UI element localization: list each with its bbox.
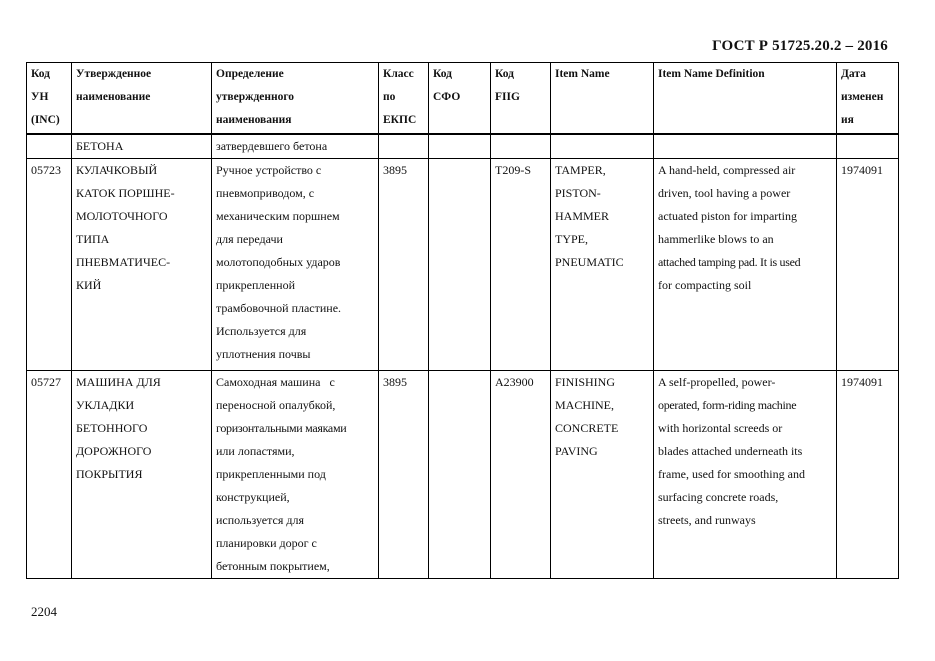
document-code: ГОСТ Р 51725.20.2 – 2016: [712, 38, 888, 54]
classification-table: [26, 62, 899, 579]
header-item-name-definition: Item Name Definition: [654, 63, 837, 134]
cell-fiig: [491, 134, 551, 159]
cell-inc: 05723: [27, 158, 72, 370]
header-fiig-code: Код FIIG: [491, 63, 551, 134]
header-item-name: Item Name: [551, 63, 654, 134]
cell-ekps: [379, 134, 429, 159]
cell-fiig: T209-S: [491, 158, 551, 370]
cell-date: [837, 134, 899, 159]
cell-item-name-definition: A self-propelled, power- operated, form-riding machine with horizontal screeds or blades attached underneath its frame, used for smoothing and surfacing concrete roads, streets, and runways: [654, 370, 837, 578]
cell-definition: Ручное устройство с пневмоприводом, с механическим поршнем для передачи молотоподобных ударов прикрепленной трамбовочной пластине. Используется для уплотнения почвы: [212, 158, 379, 370]
header-approved-name: Утвержденное наименование: [72, 63, 212, 134]
table-header-row: [27, 63, 899, 134]
cell-sfo: [429, 370, 491, 578]
cell-sfo: [429, 158, 491, 370]
table-row: [27, 370, 899, 578]
cell-fiig: A23900: [491, 370, 551, 578]
cell-ekps: 3895: [379, 158, 429, 370]
header-ekps-class: Класс по ЕКПС: [379, 63, 429, 134]
cell-inc: 05727: [27, 370, 72, 578]
cell-item-name-definition: A hand-held, compressed air driven, tool having a power actuated piston for imparting hammerlike blows to an attached tamping pad. It is used for compacting soil: [654, 158, 837, 370]
cell-inc: [27, 134, 72, 159]
cell-definition: затвердевшего бетона: [212, 134, 379, 159]
cell-date: 1974091: [837, 158, 899, 370]
cell-approved-name: МАШИНА ДЛЯ УКЛАДКИ БЕТОННОГО ДОРОЖНОГО ПОКРЫТИЯ: [72, 370, 212, 578]
cell-ekps: 3895: [379, 370, 429, 578]
cell-approved-name: БЕТОНА: [72, 134, 212, 159]
cell-definition: Самоходная машина с переносной опалубкой, горизонтальными маяками или лопастями, прикрепленными под конструкцией, используется для планировки дорог с бетонным покрытием,: [212, 370, 379, 578]
header-inc: Код УН (INC): [27, 63, 72, 134]
header-definition: Определение утвержденного наименования: [212, 63, 379, 134]
cell-approved-name: КУЛАЧКОВЫЙ КАТОК ПОРШНЕ- МОЛОТОЧНОГО ТИПА ПНЕВМАТИЧЕС- КИЙ: [72, 158, 212, 370]
cell-item-name: [551, 134, 654, 159]
page-number: 2204: [31, 604, 57, 619]
cell-item-name: TAMPER, PISTON- HAMMER TYPE, PNEUMATIC: [551, 158, 654, 370]
table-row: [27, 158, 899, 370]
table-row-continuation: [27, 134, 899, 159]
cell-sfo: [429, 134, 491, 159]
cell-date: 1974091: [837, 370, 899, 578]
cell-item-name: FINISHING MACHINE, CONCRETE PAVING: [551, 370, 654, 578]
header-sfo-code: Код СФО: [429, 63, 491, 134]
cell-item-name-definition: [654, 134, 837, 159]
header-change-date: Дата изменен ия: [837, 63, 899, 134]
